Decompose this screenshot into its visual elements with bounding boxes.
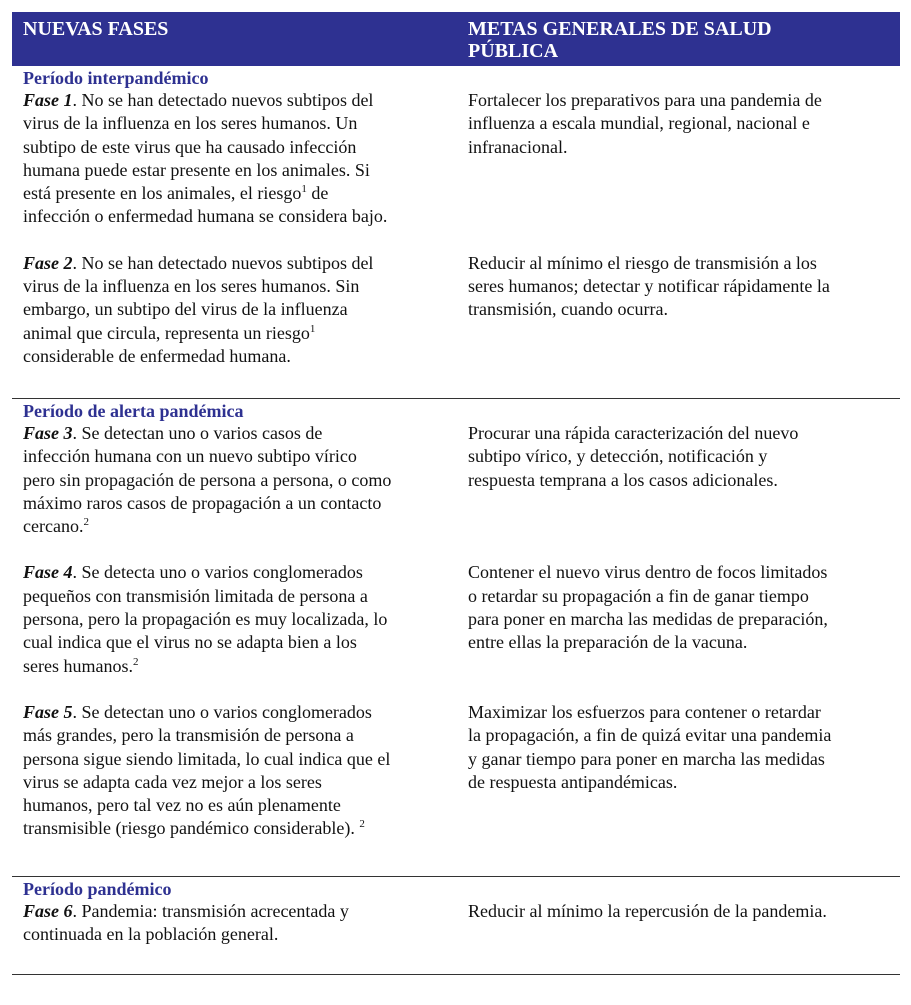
- footnote-ref: 1: [301, 183, 307, 196]
- header-metas: [468, 12, 900, 66]
- phase-label: Fase 1: [23, 90, 73, 110]
- line: Procurar una rápida caracterización del nuevo: [468, 423, 799, 443]
- line: humana puede estar presente en los animales. Si: [23, 159, 370, 180]
- line: persona, pero la propagación es muy localizada, lo: [23, 609, 388, 630]
- phase-description: [12, 701, 468, 841]
- phase-label: Fase 5: [23, 701, 73, 722]
- line: animal que circula, representa un riesgo: [23, 322, 310, 343]
- footnote-ref: 2: [132, 655, 139, 668]
- header-metas-line2: PÚBLICA: [468, 40, 559, 62]
- phase-goal: [468, 561, 900, 677]
- footnote-ref: 1: [309, 322, 316, 335]
- period-pandemico: [12, 879, 900, 975]
- line: cercano.: [23, 516, 84, 537]
- period-interpandemico: [12, 68, 900, 399]
- line: virus de la influenza en los seres humanos. Un: [23, 113, 358, 134]
- phase-row-3: [12, 422, 900, 538]
- line: influenza a escala mundial, regional, nacional e: [468, 113, 810, 134]
- phases-table: [12, 12, 900, 975]
- line: . No se han detectado nuevos subtipos del: [72, 90, 374, 110]
- line: infección o enfermedad humana se considera bajo.: [23, 206, 388, 227]
- line: pequeños con transmisión limitada de persona a: [23, 585, 368, 606]
- phase-description: [12, 900, 468, 947]
- line: embargo, un subtipo del virus de la influenza: [23, 299, 348, 320]
- line: y ganar tiempo para poner en marcha las medidas: [468, 748, 825, 769]
- phase-label: Fase 2: [23, 252, 73, 273]
- line: persona sigue siendo limitada, lo cual indica que el: [23, 748, 391, 769]
- period-title: Período pandémico: [23, 879, 172, 899]
- phase-goal: [468, 422, 900, 538]
- line: infección humana con un nuevo subtipo vírico: [23, 446, 357, 467]
- phase-description: [12, 89, 468, 229]
- phase-label: Fase 6: [23, 901, 73, 921]
- period-alerta-pandemica: [12, 401, 900, 877]
- line: cual indica que el virus no se adapta bien a los: [23, 632, 357, 653]
- phase-goal: [468, 701, 900, 841]
- line: respuesta temprana a los casos adicionales.: [468, 469, 778, 490]
- line: está presente en los animales, el riesgo: [23, 183, 302, 204]
- line: infranacional.: [468, 136, 568, 157]
- line: humanos, pero tal vez no es aún plenamente: [23, 795, 341, 816]
- phase-row-5: [12, 701, 900, 841]
- line: . No se han detectado nuevos subtipos del: [72, 252, 374, 273]
- line: subtipo de este virus que ha causado infección: [23, 136, 357, 157]
- line: subtipo vírico, y detección, notificación y: [468, 446, 768, 467]
- phase-goal: [468, 89, 900, 229]
- line: máximo raros casos de propagación a un contacto: [23, 492, 382, 513]
- phase-label: Fase 3: [23, 423, 73, 443]
- line: más grandes, pero la transmisión de persona a: [23, 725, 354, 746]
- line: pero sin propagación de persona a persona, o como: [23, 469, 392, 490]
- line: . Se detectan uno o varios casos de: [72, 423, 323, 443]
- period-title: Período de alerta pandémica: [23, 401, 244, 421]
- line: Reducir al mínimo la repercusión de la pandemia.: [468, 901, 827, 921]
- phase-description: [12, 561, 468, 677]
- header-nuevas-fases: NUEVAS FASES: [23, 18, 169, 40]
- line: virus de la influenza en los seres humanos. Sin: [23, 276, 360, 297]
- phase-row-1: [12, 89, 900, 229]
- line: Reducir al mínimo el riesgo de transmisión a los: [468, 252, 817, 273]
- phase-goal: [468, 252, 900, 368]
- phase-description: [12, 252, 468, 368]
- phase-description: [12, 422, 468, 538]
- table-header: [12, 12, 900, 66]
- phase-goal: [468, 900, 900, 947]
- line: transmisible (riesgo pandémico considerable).: [23, 818, 360, 839]
- phase-row-2: [12, 252, 900, 368]
- line: transmisión, cuando ocurra.: [468, 299, 668, 320]
- line: continuada en la población general.: [23, 924, 279, 945]
- line: . Se detectan uno o varios conglomerados: [72, 701, 372, 722]
- line: la propagación, a fin de quizá evitar una pandemia: [468, 725, 832, 746]
- line: de: [306, 183, 329, 204]
- header-metas-line1: METAS GENERALES DE SALUD: [468, 18, 772, 40]
- period-title: Período interpandémico: [23, 68, 209, 88]
- line: Contener el nuevo virus dentro de focos limitados: [468, 562, 828, 583]
- line: seres humanos.: [23, 655, 133, 676]
- phase-row-6: [12, 900, 900, 947]
- line: Maximizar los esfuerzos para contener o retardar: [468, 701, 821, 722]
- line: seres humanos; detectar y notificar rápidamente la: [468, 276, 830, 297]
- footnote-ref: 2: [83, 516, 89, 529]
- line: de respuesta antipandémicas.: [468, 771, 678, 792]
- footnote-ref: 2: [359, 818, 365, 831]
- line: considerable de enfermedad humana.: [23, 345, 291, 366]
- line: para poner en marcha las medidas de preparación,: [468, 609, 828, 630]
- line: o retardar su propagación a fin de ganar tiempo: [468, 585, 809, 606]
- line: virus se adapta cada vez mejor a los seres: [23, 771, 322, 792]
- line: Fortalecer los preparativos para una pandemia de: [468, 90, 822, 110]
- line: . Se detecta uno o varios conglomerados: [72, 562, 363, 583]
- phase-row-4: [12, 561, 900, 677]
- line: . Pandemia: transmisión acrecentada y: [72, 901, 349, 921]
- line: entre ellas la preparación de la vacuna.: [468, 632, 748, 653]
- phase-label: Fase 4: [23, 562, 73, 583]
